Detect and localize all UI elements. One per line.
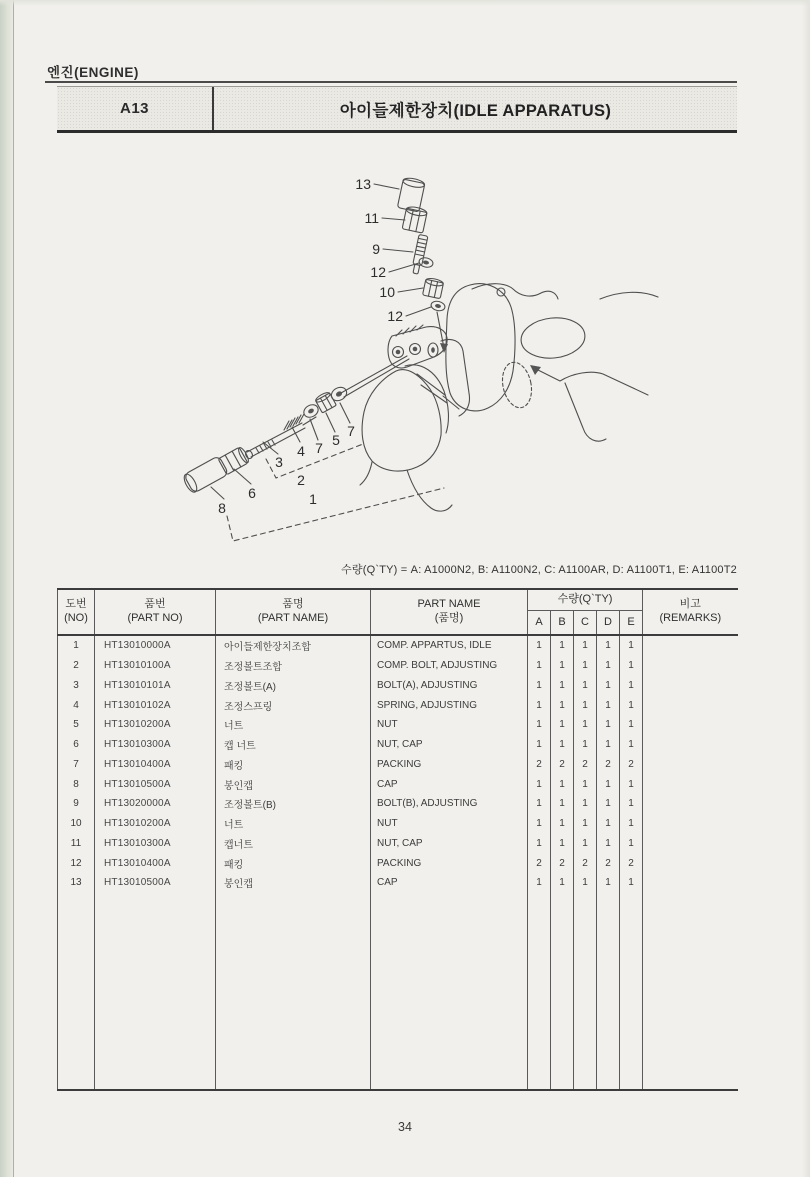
row-qty-b: 1	[551, 873, 574, 893]
row-no: 9	[58, 794, 95, 814]
row-qty-d: 1	[597, 676, 620, 696]
row-part-no: HT13010300A	[95, 834, 216, 854]
col-header-qty-a: A	[528, 611, 551, 636]
row-qty-e: 1	[620, 635, 643, 656]
row-qty-c: 1	[574, 635, 597, 656]
row-qty-a: 1	[528, 735, 551, 755]
row-qty-d: 1	[597, 695, 620, 715]
row-name-kr: 아이들제한장치조합	[216, 635, 371, 656]
row-qty-d: 1	[597, 873, 620, 893]
row-qty-c: 1	[574, 735, 597, 755]
row-part-no: HT13010500A	[95, 774, 216, 794]
row-qty-e: 2	[620, 755, 643, 775]
row-remarks	[643, 814, 738, 834]
row-qty-d: 1	[597, 635, 620, 656]
row-name-en: NUT, CAP	[371, 735, 528, 755]
row-no: 3	[58, 676, 95, 696]
row-remarks	[643, 735, 738, 755]
row-name-kr: 너트	[216, 814, 371, 834]
part-8-cap	[181, 456, 228, 495]
row-name-en: CAP	[371, 873, 528, 893]
col-header-qty-d: D	[597, 611, 620, 636]
row-no: 12	[58, 853, 95, 873]
part-7-packing-outer	[329, 385, 349, 404]
row-qty-d: 1	[597, 715, 620, 735]
row-qty-e: 1	[620, 873, 643, 893]
row-qty-b: 1	[551, 635, 574, 656]
callout-8: 8	[218, 500, 226, 516]
row-name-kr: 조정볼트(A)	[216, 676, 371, 696]
callout-4: 4	[297, 443, 305, 459]
row-name-en: SPRING, ADJUSTING	[371, 695, 528, 715]
table-row	[58, 635, 738, 656]
part-6-cap-nut	[218, 446, 250, 475]
row-qty-e: 1	[620, 774, 643, 794]
row-part-no: HT13010500A	[95, 873, 216, 893]
row-name-kr: 조정스프링	[216, 695, 371, 715]
col-header-remarks: 비고 (REMARKS)	[643, 589, 738, 635]
part-9-adjusting-bolt	[411, 234, 428, 274]
row-qty-b: 2	[551, 853, 574, 873]
col-header-qty-e: E	[620, 611, 643, 636]
row-name-kr: 캡너트	[216, 834, 371, 854]
row-remarks	[643, 695, 738, 715]
table-row	[58, 715, 738, 735]
row-qty-d: 1	[597, 814, 620, 834]
col-header-qty-b: B	[551, 611, 574, 636]
row-name-kr: 조정볼트(B)	[216, 794, 371, 814]
row-name-kr: 패킹	[216, 853, 371, 873]
row-qty-d: 1	[597, 774, 620, 794]
row-qty-a: 1	[528, 676, 551, 696]
row-qty-c: 1	[574, 676, 597, 696]
row-qty-c: 1	[574, 873, 597, 893]
row-qty-b: 1	[551, 695, 574, 715]
row-name-kr: 캡 너트	[216, 735, 371, 755]
row-no: 5	[58, 715, 95, 735]
row-part-no: HT13010000A	[95, 635, 216, 656]
row-qty-b: 1	[551, 715, 574, 735]
callout-5: 5	[332, 432, 340, 448]
row-qty-e: 1	[620, 814, 643, 834]
row-no: 10	[58, 814, 95, 834]
part-10-nut	[423, 277, 444, 299]
callout-10: 10	[379, 284, 395, 300]
callout-12-lower: 12	[387, 308, 403, 324]
row-name-kr: 패킹	[216, 755, 371, 775]
row-qty-c: 1	[574, 834, 597, 854]
row-name-en: NUT, CAP	[371, 834, 528, 854]
row-remarks	[643, 873, 738, 893]
row-qty-a: 1	[528, 695, 551, 715]
row-qty-a: 1	[528, 814, 551, 834]
callout-13: 13	[355, 176, 371, 192]
idle-apparatus-drawing	[80, 160, 740, 570]
callout-2: 2	[297, 472, 305, 488]
row-part-no: HT13010200A	[95, 715, 216, 735]
row-remarks	[643, 656, 738, 676]
row-name-en: NUT	[371, 715, 528, 735]
table-row	[58, 814, 738, 834]
parts-table-body	[58, 635, 738, 893]
table-row	[58, 735, 738, 755]
table-row	[58, 774, 738, 794]
row-qty-b: 1	[551, 676, 574, 696]
part-12-packing-lower	[430, 300, 446, 312]
table-row	[58, 834, 738, 854]
row-qty-d: 1	[597, 834, 620, 854]
table-row	[58, 794, 738, 814]
parts-table	[57, 588, 738, 1091]
heading-rule	[45, 81, 737, 83]
row-remarks	[643, 834, 738, 854]
row-qty-c: 1	[574, 814, 597, 834]
row-qty-e: 1	[620, 676, 643, 696]
row-no: 11	[58, 834, 95, 854]
row-remarks	[643, 794, 738, 814]
row-qty-a: 1	[528, 774, 551, 794]
row-remarks	[643, 853, 738, 873]
row-qty-d: 1	[597, 656, 620, 676]
row-name-en: COMP. APPARTUS, IDLE	[371, 635, 528, 656]
callout-12-upper: 12	[370, 264, 386, 280]
row-qty-b: 1	[551, 794, 574, 814]
row-qty-a: 1	[528, 715, 551, 735]
row-name-kr: 봉인캡	[216, 873, 371, 893]
row-remarks	[643, 676, 738, 696]
section-label: 엔진(ENGINE)	[47, 65, 139, 80]
row-part-no: HT13010200A	[95, 814, 216, 834]
row-qty-b: 1	[551, 814, 574, 834]
row-qty-c: 1	[574, 695, 597, 715]
row-qty-e: 1	[620, 735, 643, 755]
row-qty-d: 2	[597, 755, 620, 775]
row-qty-e: 2	[620, 853, 643, 873]
section-code: A13	[57, 87, 214, 130]
row-qty-b: 1	[551, 774, 574, 794]
parts-table-header	[58, 589, 738, 635]
col-header-name-kr: 품명 (PART NAME)	[216, 589, 371, 635]
col-header-qty-group: 수량(Q`TY)	[528, 589, 643, 611]
row-remarks	[643, 774, 738, 794]
row-remarks	[643, 635, 738, 656]
scan-edge-left	[0, 0, 14, 1177]
row-part-no: HT13020000A	[95, 794, 216, 814]
row-qty-b: 2	[551, 755, 574, 775]
col-header-qty-c: C	[574, 611, 597, 636]
row-qty-e: 1	[620, 715, 643, 735]
table-row	[58, 656, 738, 676]
row-name-en: BOLT(B), ADJUSTING	[371, 794, 528, 814]
scan-edge-right	[802, 0, 810, 1177]
row-qty-c: 2	[574, 755, 597, 775]
row-qty-a: 1	[528, 873, 551, 893]
row-qty-c: 1	[574, 715, 597, 735]
row-qty-d: 2	[597, 853, 620, 873]
row-no: 2	[58, 656, 95, 676]
table-row	[58, 695, 738, 715]
callout-6: 6	[248, 485, 256, 501]
callout-9: 9	[372, 241, 380, 257]
row-qty-d: 1	[597, 735, 620, 755]
col-header-name-en: PART NAME (품명)	[371, 589, 528, 635]
part-11-cap-nut	[402, 205, 427, 233]
row-qty-d: 1	[597, 794, 620, 814]
row-qty-a: 1	[528, 656, 551, 676]
group-1-bracket	[227, 488, 444, 541]
row-name-en: COMP. BOLT, ADJUSTING	[371, 656, 528, 676]
row-part-no: HT13010100A	[95, 656, 216, 676]
row-qty-b: 1	[551, 656, 574, 676]
row-name-kr: 너트	[216, 715, 371, 735]
engine-body-sketch	[360, 284, 658, 511]
row-no: 7	[58, 755, 95, 775]
callout-1: 1	[309, 491, 317, 507]
row-no: 6	[58, 735, 95, 755]
exploded-parts-diagram	[80, 160, 740, 570]
row-part-no: HT13010102A	[95, 695, 216, 715]
row-qty-b: 1	[551, 834, 574, 854]
row-remarks	[643, 755, 738, 775]
row-qty-e: 1	[620, 656, 643, 676]
row-part-no: HT13010101A	[95, 676, 216, 696]
callout-7-outer: 7	[347, 423, 355, 439]
row-no: 8	[58, 774, 95, 794]
row-name-en: CAP	[371, 774, 528, 794]
row-name-en: PACKING	[371, 755, 528, 775]
page-number: 34	[398, 1120, 412, 1134]
row-qty-c: 1	[574, 774, 597, 794]
table-row	[58, 676, 738, 696]
col-header-no: 도번 (NO)	[58, 589, 95, 635]
row-qty-b: 1	[551, 735, 574, 755]
row-part-no: HT13010400A	[95, 853, 216, 873]
table-row	[58, 755, 738, 775]
part-12-packing-upper	[418, 257, 434, 269]
col-header-part-no: 품번 (PART NO)	[95, 589, 216, 635]
row-no: 13	[58, 873, 95, 893]
callout-11: 11	[364, 210, 379, 226]
row-qty-a: 1	[528, 834, 551, 854]
row-part-no: HT13010300A	[95, 735, 216, 755]
row-name-kr: 봉인캡	[216, 774, 371, 794]
row-qty-a: 1	[528, 635, 551, 656]
callout-7-inner: 7	[315, 440, 323, 456]
row-no: 4	[58, 695, 95, 715]
row-name-kr: 조정볼트조합	[216, 656, 371, 676]
row-qty-c: 1	[574, 794, 597, 814]
row-qty-a: 2	[528, 755, 551, 775]
qty-variant-note: 수량(Q`TY) = A: A1000N2, B: A1100N2, C: A1100AR, D: A1100T1, E: A1100T2	[341, 564, 737, 576]
row-qty-e: 1	[620, 794, 643, 814]
title-bar	[57, 86, 737, 133]
leader-arrow	[440, 343, 448, 353]
row-qty-a: 2	[528, 853, 551, 873]
row-name-en: PACKING	[371, 853, 528, 873]
row-qty-c: 2	[574, 853, 597, 873]
table-row	[58, 853, 738, 873]
row-qty-c: 1	[574, 656, 597, 676]
page-title: 아이들제한장치(IDLE APPARATUS)	[339, 101, 612, 120]
table-filler-row	[58, 893, 738, 1090]
table-row	[58, 873, 738, 893]
row-part-no: HT13010400A	[95, 755, 216, 775]
bolt-axis-rod	[341, 356, 409, 397]
row-no: 1	[58, 635, 95, 656]
row-name-en: NUT	[371, 814, 528, 834]
row-qty-e: 1	[620, 834, 643, 854]
row-remarks	[643, 715, 738, 735]
callout-3: 3	[275, 454, 283, 470]
scan-edge-top	[0, 0, 810, 6]
row-qty-a: 1	[528, 794, 551, 814]
row-name-en: BOLT(A), ADJUSTING	[371, 676, 528, 696]
row-qty-e: 1	[620, 695, 643, 715]
